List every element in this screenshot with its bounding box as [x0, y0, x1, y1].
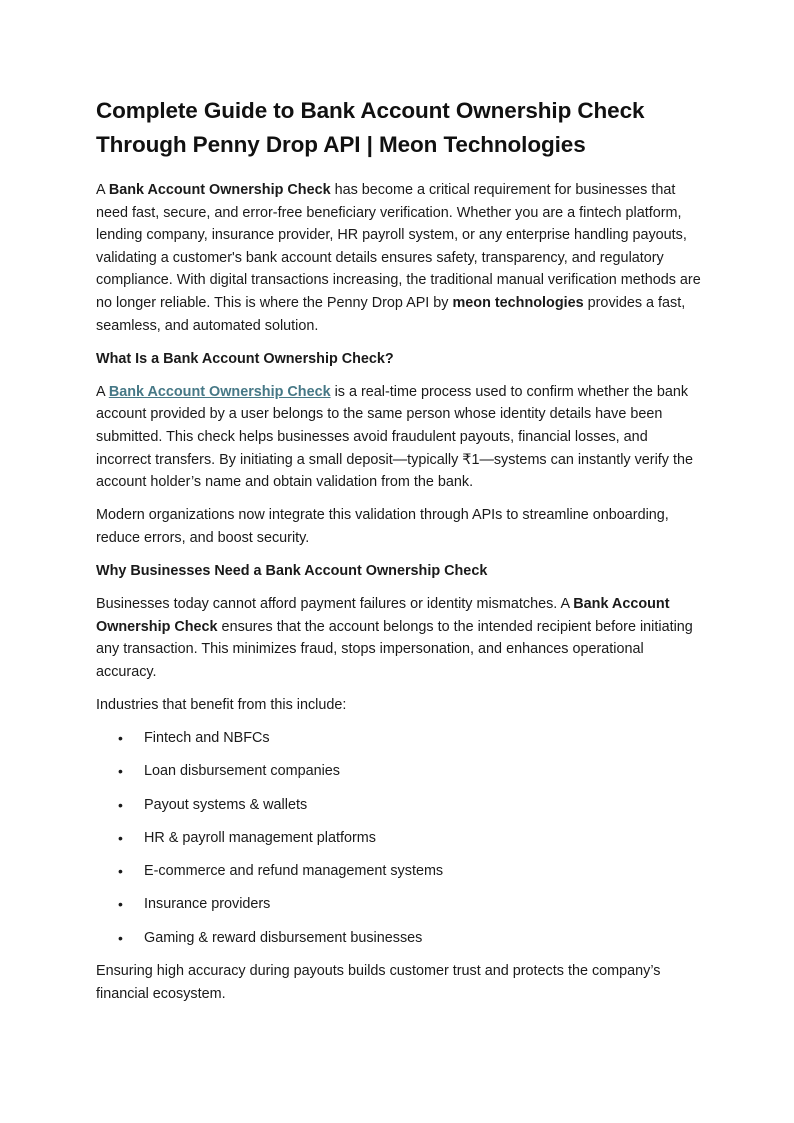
industries-intro: Industries that benefit from this include:: [96, 696, 347, 713]
intro-text-3: provides a fast, seamless, and automated solution.: [96, 294, 686, 334]
intro-paragraph: [96, 179, 706, 337]
list-item-label: HR & payroll management platforms: [144, 829, 376, 846]
list-item: [96, 893, 706, 916]
what-is-paragraph: [96, 381, 706, 494]
list-item: [96, 927, 706, 950]
list-item-label: Loan disbursement companies: [144, 763, 340, 780]
what-is-text-2: is a real-time process used to confirm whether the bank account provided by a user belongs to the same person whose identity details have been submitted. This check helps businesses avoid fraudulent payouts, financial losses, and incorrect transfers. By initiating a small deposit—typically ₹1—systems can instantly verify the account holder’s name and obtain validation from the bank.: [96, 383, 693, 491]
bullet-icon: •: [118, 863, 123, 880]
intro-text-2: has become a critical requirement for businesses that need fast, secure, and error-free beneficiary verification. Whether you are a fintech platform, lending company, insurance provider, HR payroll system, or any enterprise handling payouts, validating a customer's bank account details ensures safety, transparency, and regulatory compliance. With digital transactions increasing, the traditional manual verification methods are no longer reliable. This is where the Penny Drop API by: [96, 182, 701, 311]
list-item-label: Insurance providers: [144, 896, 271, 913]
list-item: [96, 727, 706, 750]
bullet-icon: •: [118, 929, 123, 946]
why-need-bold-term: Bank Account Ownership Check: [96, 596, 670, 635]
bullet-icon: •: [118, 763, 123, 780]
closing-paragraph: Ensuring high accuracy during payouts builds customer trust and protects the company’s financial ecosystem.: [96, 962, 661, 1002]
why-need-text-1: Businesses today cannot afford payment failures or identity mismatches. A: [96, 596, 574, 612]
list-item: [96, 760, 706, 783]
why-need-text-2: ensures that the account belongs to the intended recipient before initiating any transaction. This minimizes fraud, stops impersonation, and enhances operational accuracy.: [96, 618, 693, 680]
section-heading-why-need: Why Businesses Need a Bank Account Ownership Check: [96, 562, 488, 579]
section-heading-what-is: What Is a Bank Account Ownership Check?: [96, 350, 394, 367]
why-need-paragraph: [96, 593, 706, 683]
bank-account-ownership-check-link[interactable]: Bank Account Ownership Check: [108, 383, 331, 400]
intro-text-1: A: [96, 182, 109, 198]
bullet-icon: •: [118, 796, 123, 813]
list-item: [96, 860, 706, 883]
document-title: Complete Guide to Bank Account Ownership Check Through Penny Drop API | Meon Technologies: [96, 98, 645, 157]
intro-bold-term: Bank Account Ownership Check: [108, 182, 331, 198]
list-item-label: Payout systems & wallets: [144, 796, 308, 813]
list-item-label: Gaming & reward disbursement businesses: [144, 929, 423, 946]
list-item: [96, 794, 706, 817]
bullet-icon: •: [118, 896, 123, 913]
industries-list: [96, 727, 706, 949]
intro-bold-company: meon technologies: [452, 294, 584, 311]
what-is-text-1: A: [96, 383, 109, 400]
list-item-label: E-commerce and refund management systems: [144, 863, 444, 880]
bullet-icon: •: [118, 829, 123, 846]
list-item-label: Fintech and NBFCs: [144, 729, 270, 746]
list-item: [96, 827, 706, 850]
modern-organizations-paragraph: Modern organizations now integrate this validation through APIs to streamline onboarding, reduce errors, and boost security.: [96, 507, 669, 546]
bullet-icon: •: [118, 729, 123, 746]
document-page: [96, 94, 706, 1016]
